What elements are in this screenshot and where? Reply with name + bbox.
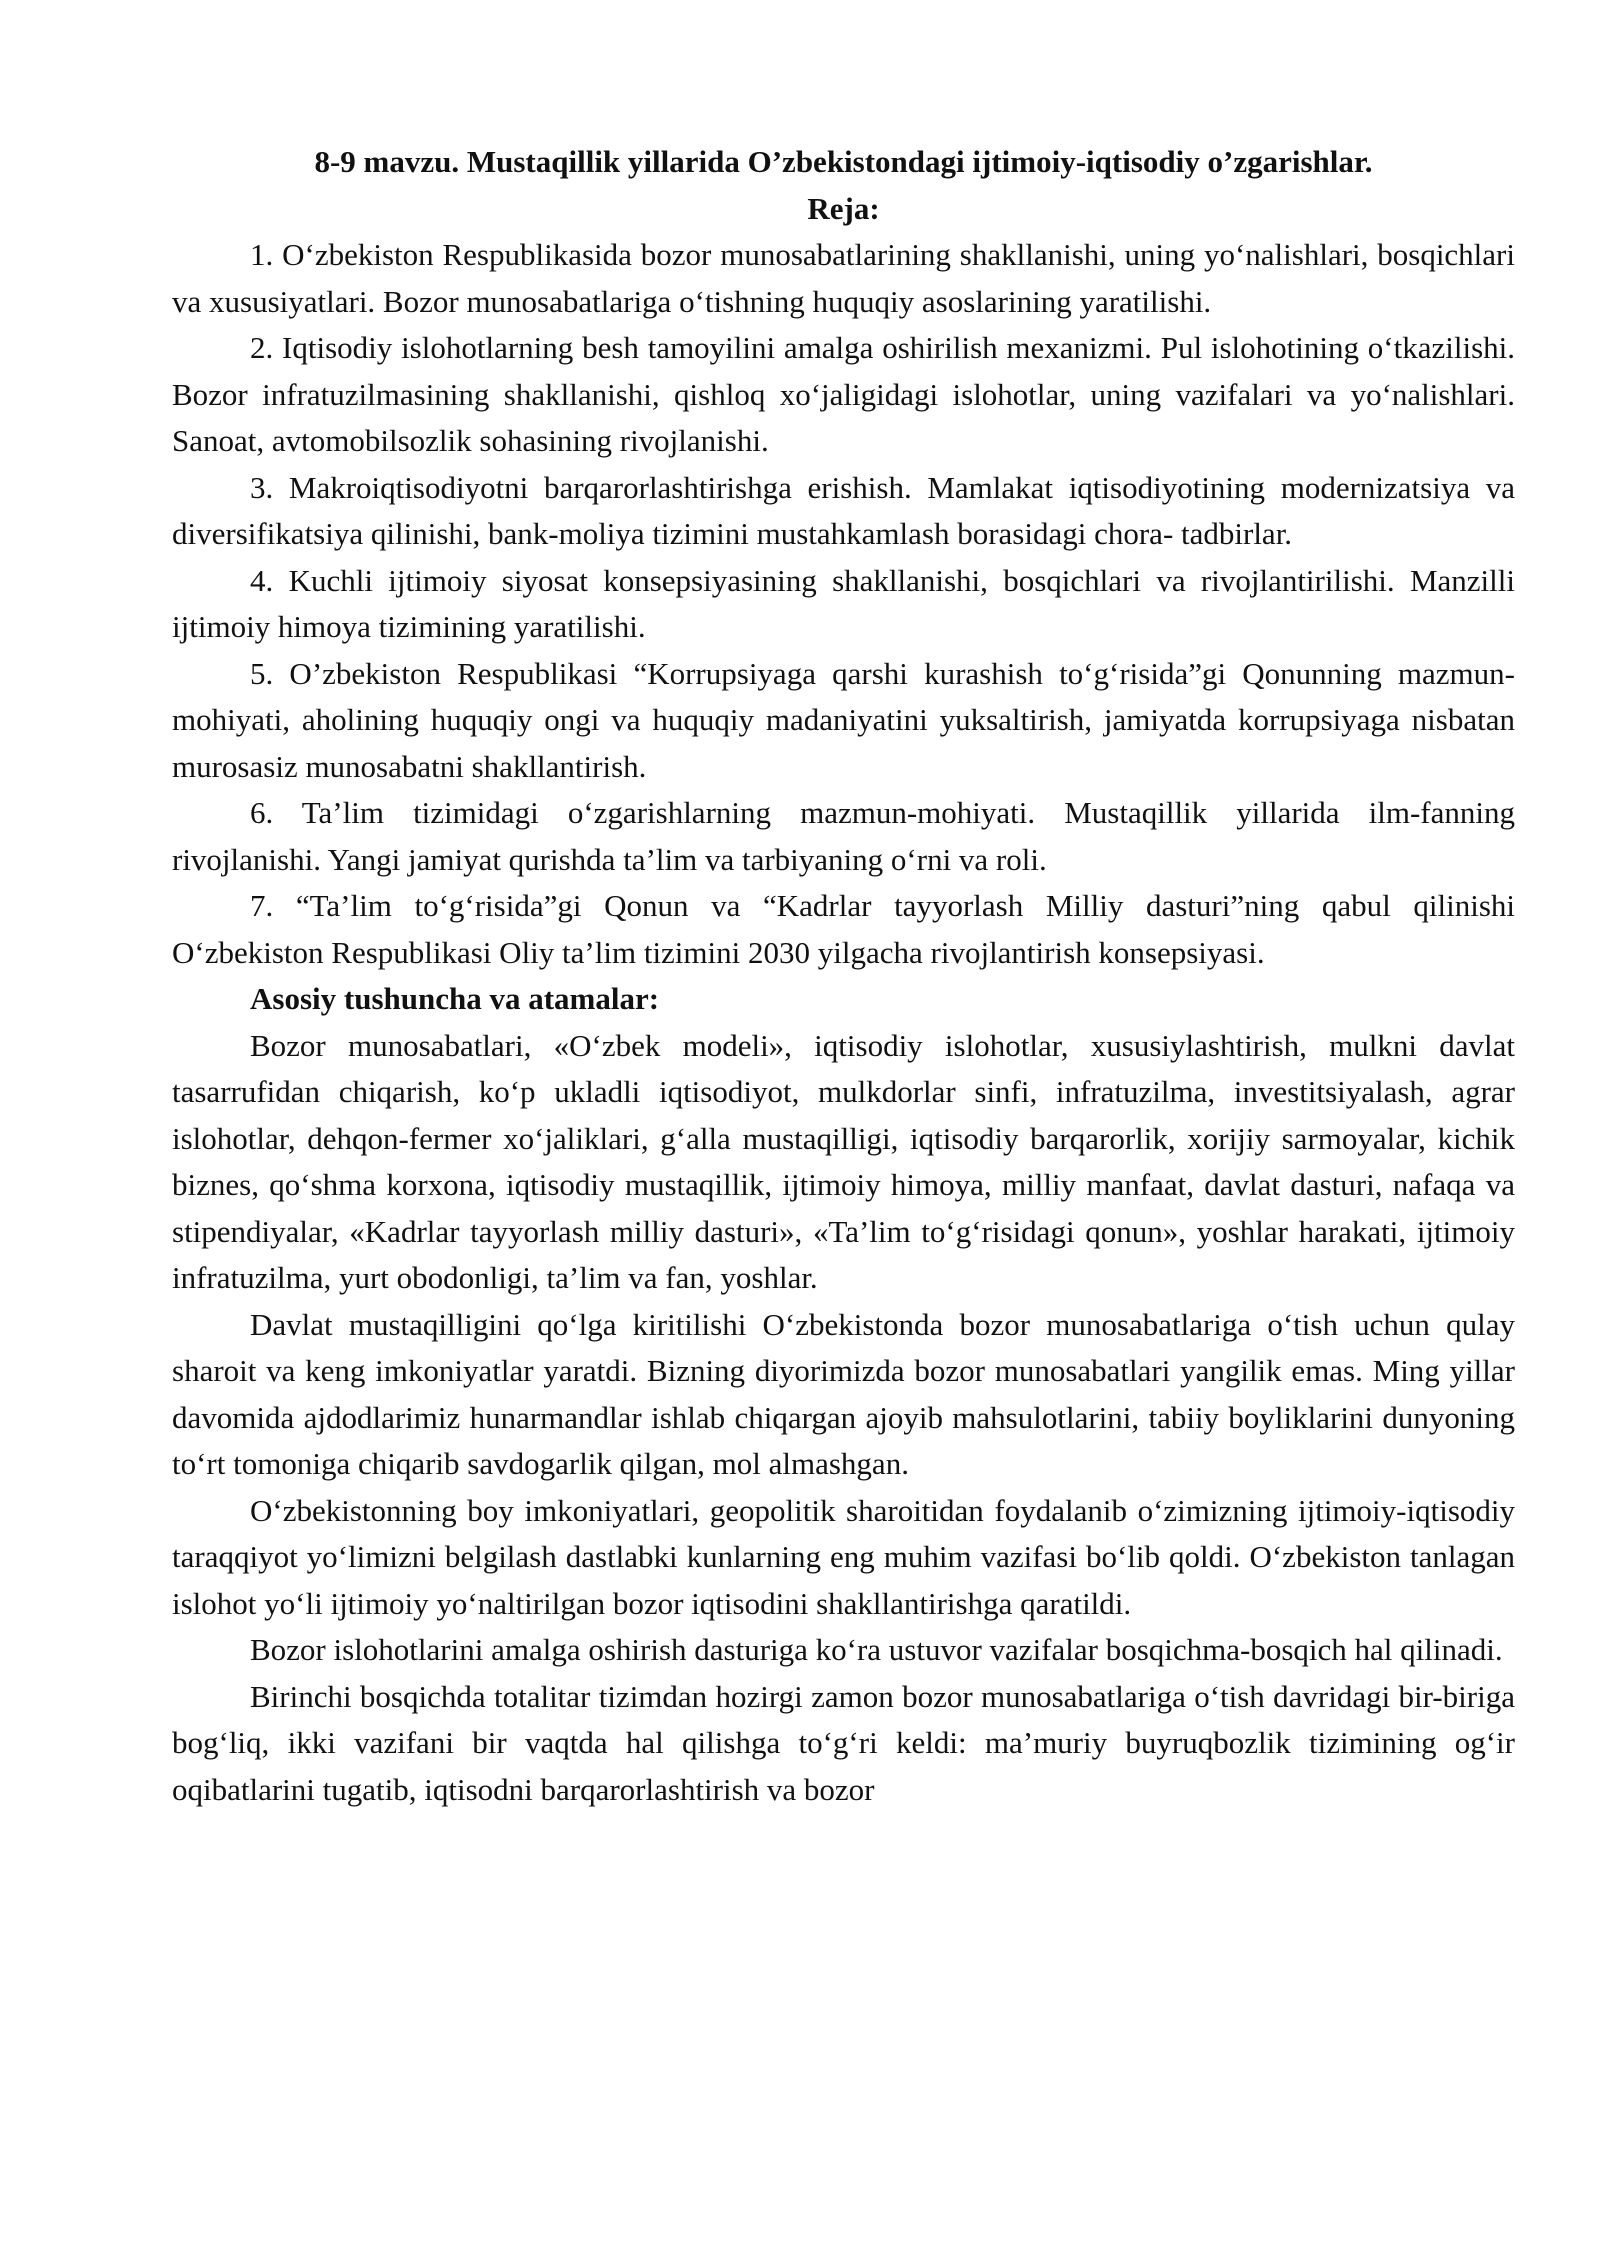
plan-item-2: 2. Iqtisodiy islohotlarning besh tamoyilini amalga oshirilish mexanizmi. Pul islohotining o‘tkazilishi. Bozor infratuzilmasining shakllanishi, qishloq xo‘jaligidagi islohotlar, uning vazifalari va yo‘nalishlari. Sanoat, avtomobilsozlik sohasining rivojlanishi. <box>172 330 1515 458</box>
terms-paragraph: Bozor munosabatlari, «O‘zbek modeli», iqtisodiy islohotlar, xususiylashtirish, mulkni davlat tasarrufidan chiqarish, ko‘p ukladli iqtisodiyot, mulkdorlar sinfi, infratuzilma, investitsiyalash, agrar islohotlar, dehqon-fermer xo‘jaliklari, g‘alla mustaqilligi, iqtisodiy barqarorlik, xorijiy sarmoyalar, kichik biznes, qo‘shma korxona, iqtisodiy mustaqillik, ijtimoiy himoya, milliy manfaat, davlat dasturi, nafaqa va stipendiyalar, «Kadrlar tayyorlash milliy dasturi», «Ta’lim to‘g‘risidagi qonun», yoshlar harakati, ijtimoiy infratuzilma, yurt obodonligi, ta’lim va fan, yoshlar. <box>172 1027 1515 1295</box>
terms-heading: Asosiy tushuncha va atamalar: <box>250 981 660 1016</box>
plan-item-5: 5. O’zbekiston Respublikasi “Korrupsiyaga qarshi kurashish to‘g‘risida”gi Qonunning mazmun-mohiyati, aholining huquqiy ongi va huquqiy madaniyatini yuksaltirish, jamiyatda korrupsiyaga nisbatan murosasiz munosabatni shakllantirish. <box>172 655 1515 784</box>
body-paragraph-1: Davlat mustaqilligini qo‘lga kiritilishi O‘zbekistonda bozor munosabatlariga o‘tish uchun qulay sharoit va keng imkoniyatlar yaratdi. Bizning diyorimizda bozor munosabatlari yangilik emas. Ming yillar davomida ajdodlarimiz hunarmandlar ishlab chiqargan ajoyib mahsulotlarini, tabiiy boyliklarini dunyoning to‘rt tomoniga chiqarib savdogarlik qilgan, mol almashgan. <box>172 1306 1515 1481</box>
document-title: 8-9 mavzu. Mustaqillik yillarida O’zbekistondagi ijtimoiy-iqtisodiy o’zgarishlar. <box>314 144 1373 179</box>
plan-item-6: 6. Ta’lim tizimidagi o‘zgarishlarning mazmun-mohiyati. Mustaqillik yillarida ilm-fanning rivojlanishi. Yangi jamiyat qurishda ta’lim va tarbiyaning o‘rni va roli. <box>172 795 1515 877</box>
plan-item-1: 1. O‘zbekiston Respublikasida bozor munosabatlarining shakllanishi, uning yo‘nalishlari, bosqichlari va xususiyatlari. Bozor munosabatlariga o‘tishning huquqiy asoslarining yaratilishi. <box>172 237 1515 319</box>
document-body <box>172 138 1515 1813</box>
body-paragraph-2: O‘zbekistonning boy imkoniyatlari, geopolitik sharoitidan foydalanib o‘zimizning ijtimoiy-iqtisodiy taraqqiyot yo‘limizni belgilash dastlabki kunlarning eng muhim vazifasi bo‘lib qoldi. O‘zbekiston tanlagan islohot yo‘li ijtimoiy yo‘naltirilgan bozor iqtisodini shakllantirishga qaratildi. <box>172 1492 1515 1621</box>
plan-item-7: 7. “Ta’lim to‘g‘risida”gi Qonun va “Kadrlar tayyorlash Milliy dasturi”ning qabul qilinishi O‘zbekiston Respublikasi Oliy ta’lim tizimini 2030 yilgacha rivojlantirish konsepsiyasi. <box>172 888 1515 970</box>
body-paragraph-4: Birinchi bosqichda totalitar tizimdan hozirgi zamon bozor munosabatlariga o‘tish davridagi bir-biriga bog‘liq, ikki vazifani bir vaqtda hal qilishga to‘g‘ri keldi: ma’muriy buyruqbozlik tizimining og‘ir oqibatlarini tugatib, iqtisodni barqarorlashtirish va bozor <box>172 1678 1515 1807</box>
plan-item-4: 4. Kuchli ijtimoiy siyosat konsepsiyasining shakllanishi, bosqichlari va rivojlantirilishi. Manzilli ijtimoiy himoya tizimining yaratilishi. <box>172 562 1515 644</box>
plan-heading: Reja: <box>807 191 880 226</box>
plan-item-3: 3. Makroiqtisodiyotni barqarorlashtirishga erishish. Mamlakat iqtisodiyotining modernizatsiya va diversifikatsiya qilinishi, bank-moliya tizimini mustahkamlash borasidagi chora- tadbirlar. <box>172 469 1515 551</box>
body-paragraph-3: Bozor islohotlarini amalga oshirish dasturiga ko‘ra ustuvor vazifalar bosqichma-bosqich hal qilinadi. <box>250 1632 1503 1667</box>
